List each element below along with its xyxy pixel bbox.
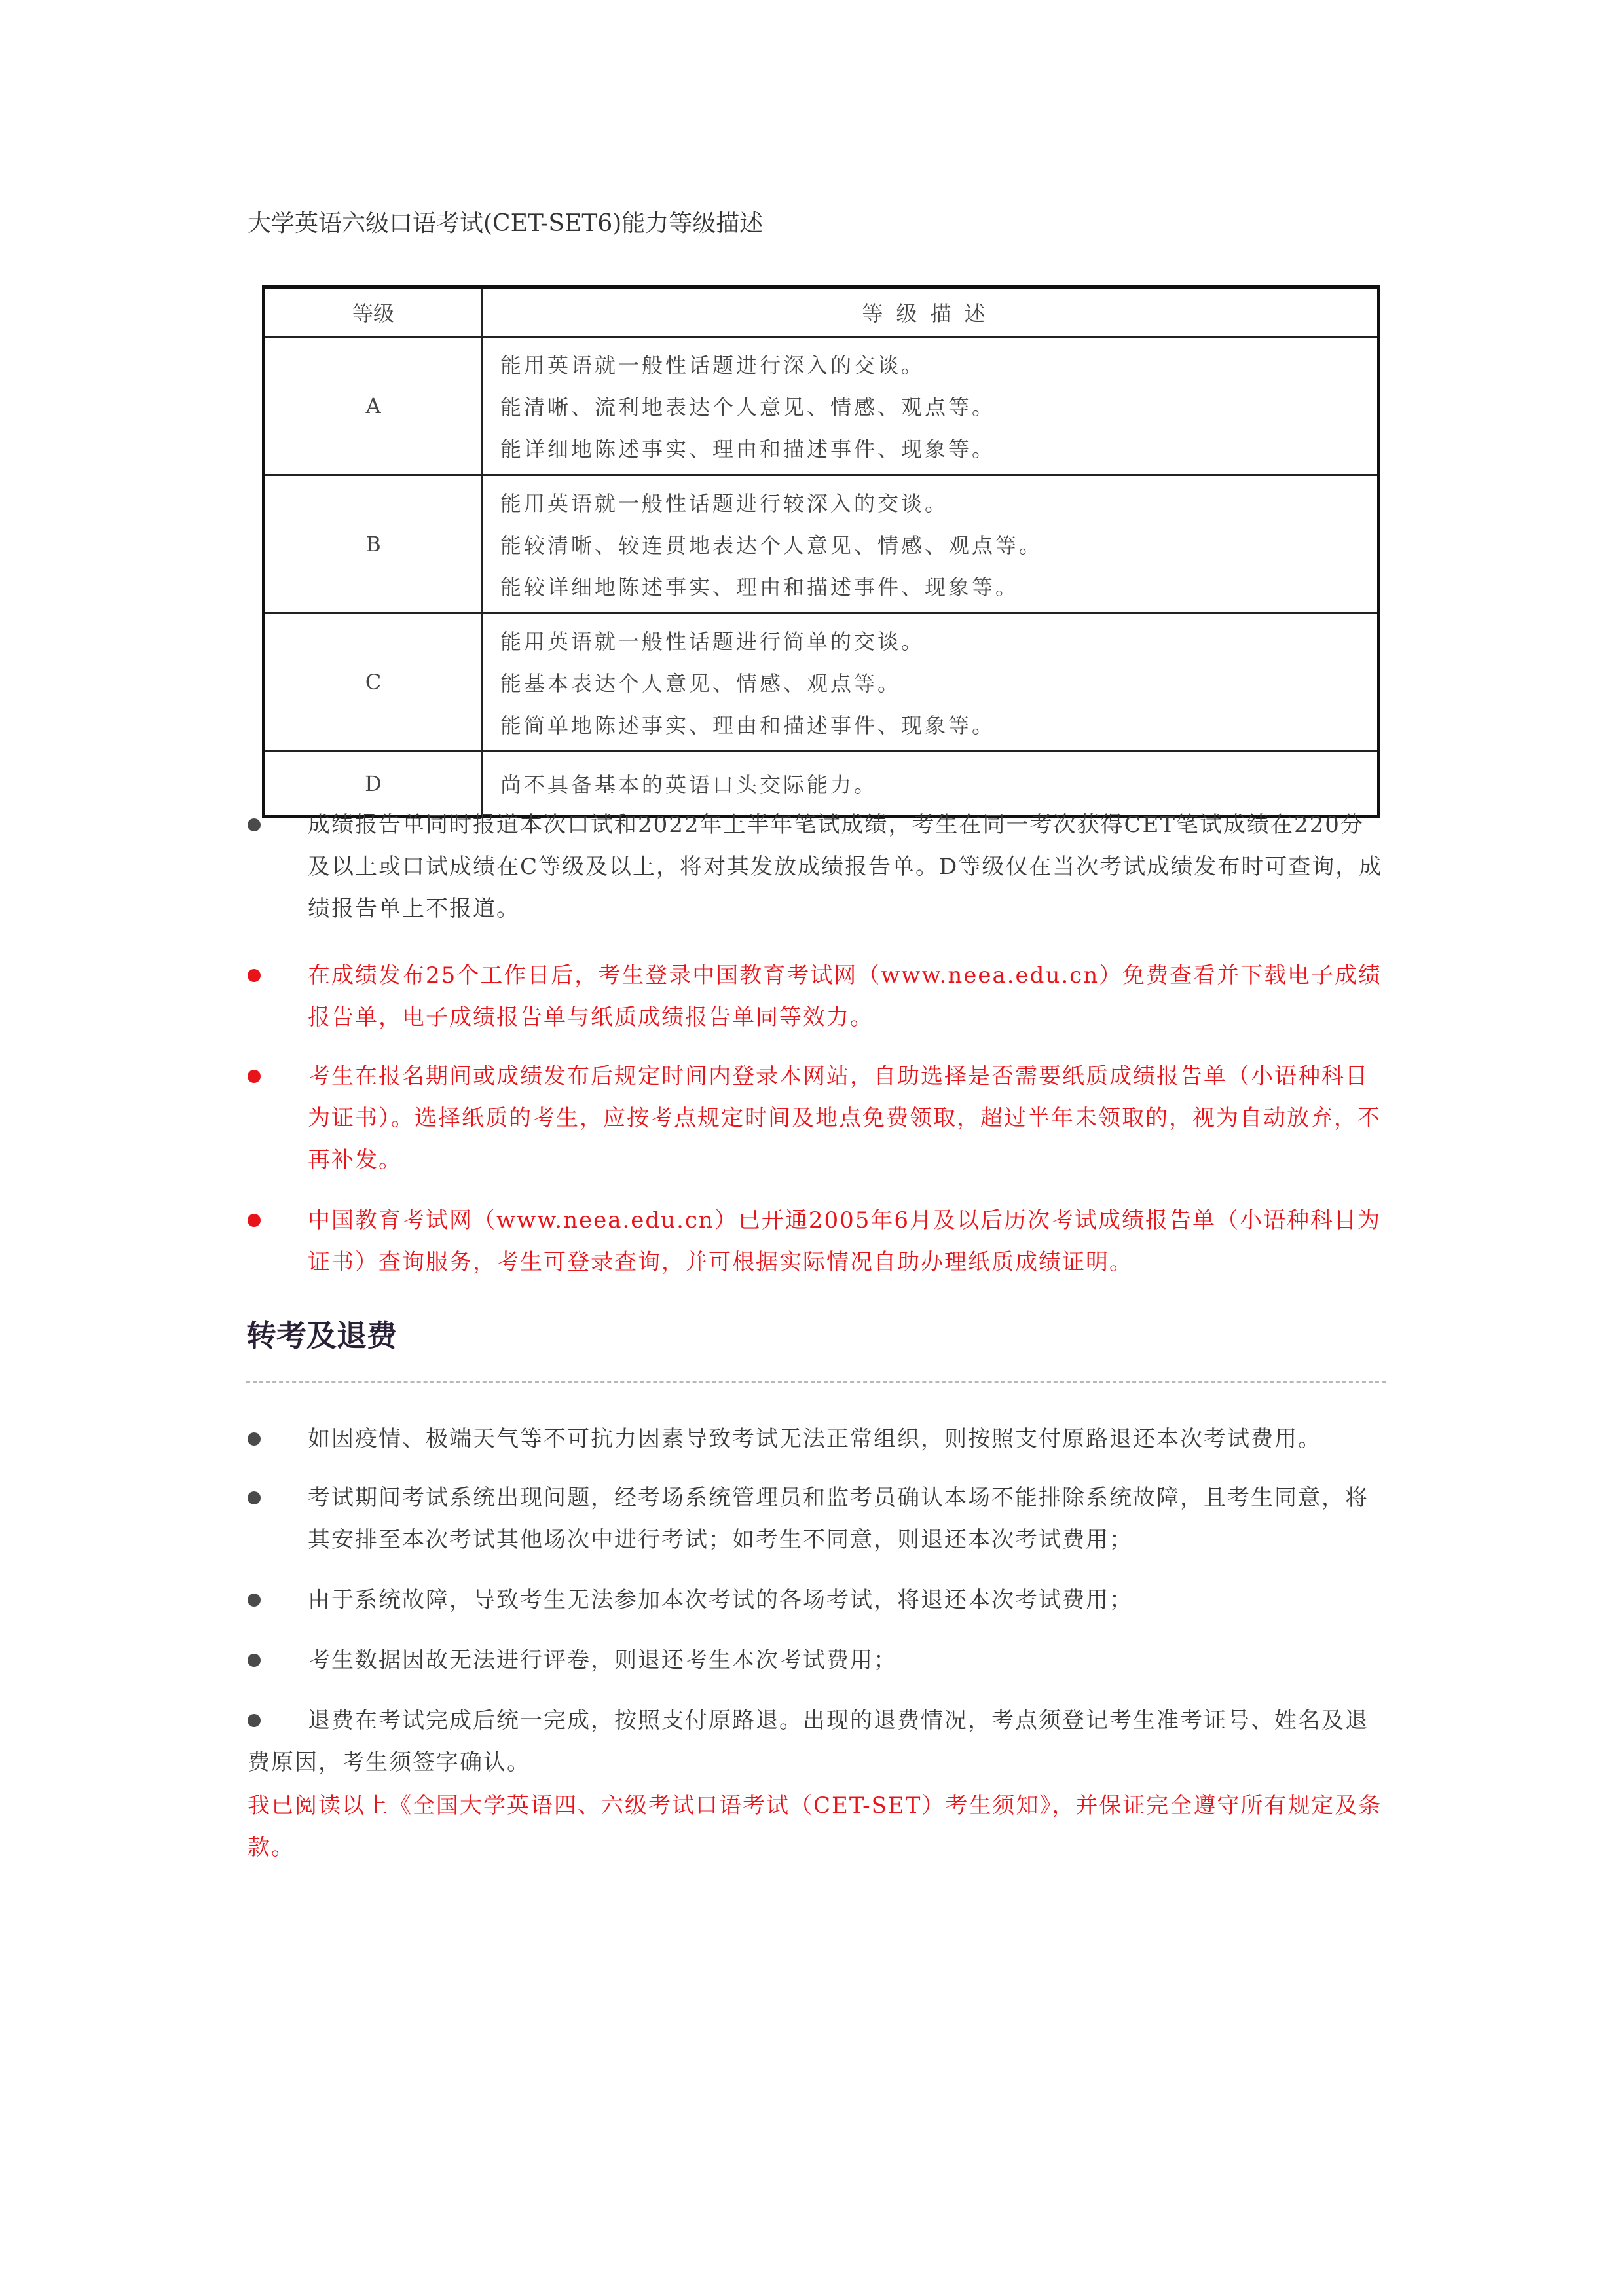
grade-cell: B [264,475,483,613]
bullet-dot-icon [248,1491,261,1504]
bullet-dot-icon [248,1714,261,1727]
note-paper-report: 考生在报名期间或成绩发布后规定时间内登录本网站，自助选择是否需要纸质成绩报告单（小语种科目为证书）。选择纸质的考生，应按考点规定时间及地点免费领取，超过半年未领取的，视为自动放弃，不再补发。 [248,1055,1387,1181]
grade-cell: C [264,613,483,752]
refund-item: 如因疫情、极端天气等不可抗力因素导致考试无法正常组织，则按照支付原路退还本次考试费用。 [248,1418,1387,1460]
description-line: 能详细地陈述事实、理由和描述事件、现象等。 [500,437,996,462]
section-divider [246,1381,1386,1383]
bullet-dot-icon [248,1070,261,1083]
grade-description-table [262,285,1380,818]
refund-item: 由于系统故障，导致考生无法参加本次考试的各场考试，将退还本次考试费用； [248,1579,1387,1621]
description-line: 能用英语就一般性话题进行深入的交谈。 [500,353,925,378]
bullet-dot-icon [248,969,261,982]
note-history-query: 中国教育考试网（www.neea.edu.cn）已开通2005年6月及以后历次考试成绩报告单（小语种科目为证书）查询服务，考生可登录查询，并可根据实际情况自助办理纸质成绩证明。 [248,1199,1387,1283]
description-line: 能较清晰、较连贯地表达个人意见、情感、观点等。 [500,533,1043,558]
grade-cell: A [264,337,483,475]
refund-item: 考生数据因故无法进行评卷，则退还考生本次考试费用； [248,1639,1387,1681]
grade-cell: D [264,752,483,817]
bullet-dot-icon [248,1214,261,1227]
note-score-report: 成绩报告单同时报道本次口试和2022年上半年笔试成绩，考生在同一考次获得CET笔试成绩在220分及以上或口试成绩在C等级及以上，将对其发放成绩报告单。D等级仅在当次考试成绩发布时可查询，成绩报告单上不报道。 [248,804,1387,930]
table-row [264,613,1379,752]
description-cell [483,475,1379,613]
table-row [264,337,1379,475]
refund-item: 退费在考试完成后统一完成，按照支付原路退。出现的退费情况，考点须登记考生准考证号、姓名及退费原因，考生须签字确认。 [248,1707,1369,1776]
bullet-dot-icon [248,1654,261,1667]
description-line: 能简单地陈述事实、理由和描述事件、现象等。 [500,713,996,738]
table-header-row [264,287,1379,337]
header-description: 等级描述 [483,287,1379,337]
note-electronic-report: 在成绩发布25个工作日后，考生登录中国教育考试网（www.neea.edu.cn）免费查看并下载电子成绩报告单，电子成绩报告单与纸质成绩报告单同等效力。 [248,955,1387,1038]
closing-statement: 我已阅读以上《全国大学英语四、六级考试口语考试（CET-SET）考生须知》，并保证完全遵守所有规定及条款。 [248,1793,1382,1861]
description-line: 能较详细地陈述事实、理由和描述事件、现象等。 [500,575,1020,600]
bullet-dot-icon [248,1432,261,1446]
description-line: 尚不具备基本的英语口头交际能力。 [500,773,878,797]
description-line: 能基本表达个人意见、情感、观点等。 [500,671,902,696]
bullet-dot-icon [248,818,261,831]
description-line: 能清晰、流利地表达个人意见、情感、观点等。 [500,395,996,420]
description-cell [483,613,1379,752]
table-row [264,475,1379,613]
header-grade: 等级 [264,287,483,337]
refund-item: 考试期间考试系统出现问题，经考场系统管理员和监考员确认本场不能排除系统故障，且考生同意，将其安排至本次考试其他场次中进行考试；如考生不同意，则退还本次考试费用； [248,1477,1387,1561]
table-caption: 大学英语六级口语考试(CET-SET6)能力等级描述 [248,210,764,237]
description-cell [483,337,1379,475]
description-line: 能用英语就一般性话题进行简单的交谈。 [500,629,925,654]
bullet-dot-icon [248,1594,261,1607]
section-heading-refund: 转考及退费 [246,1318,397,1353]
description-line: 能用英语就一般性话题进行较深入的交谈。 [500,491,949,516]
